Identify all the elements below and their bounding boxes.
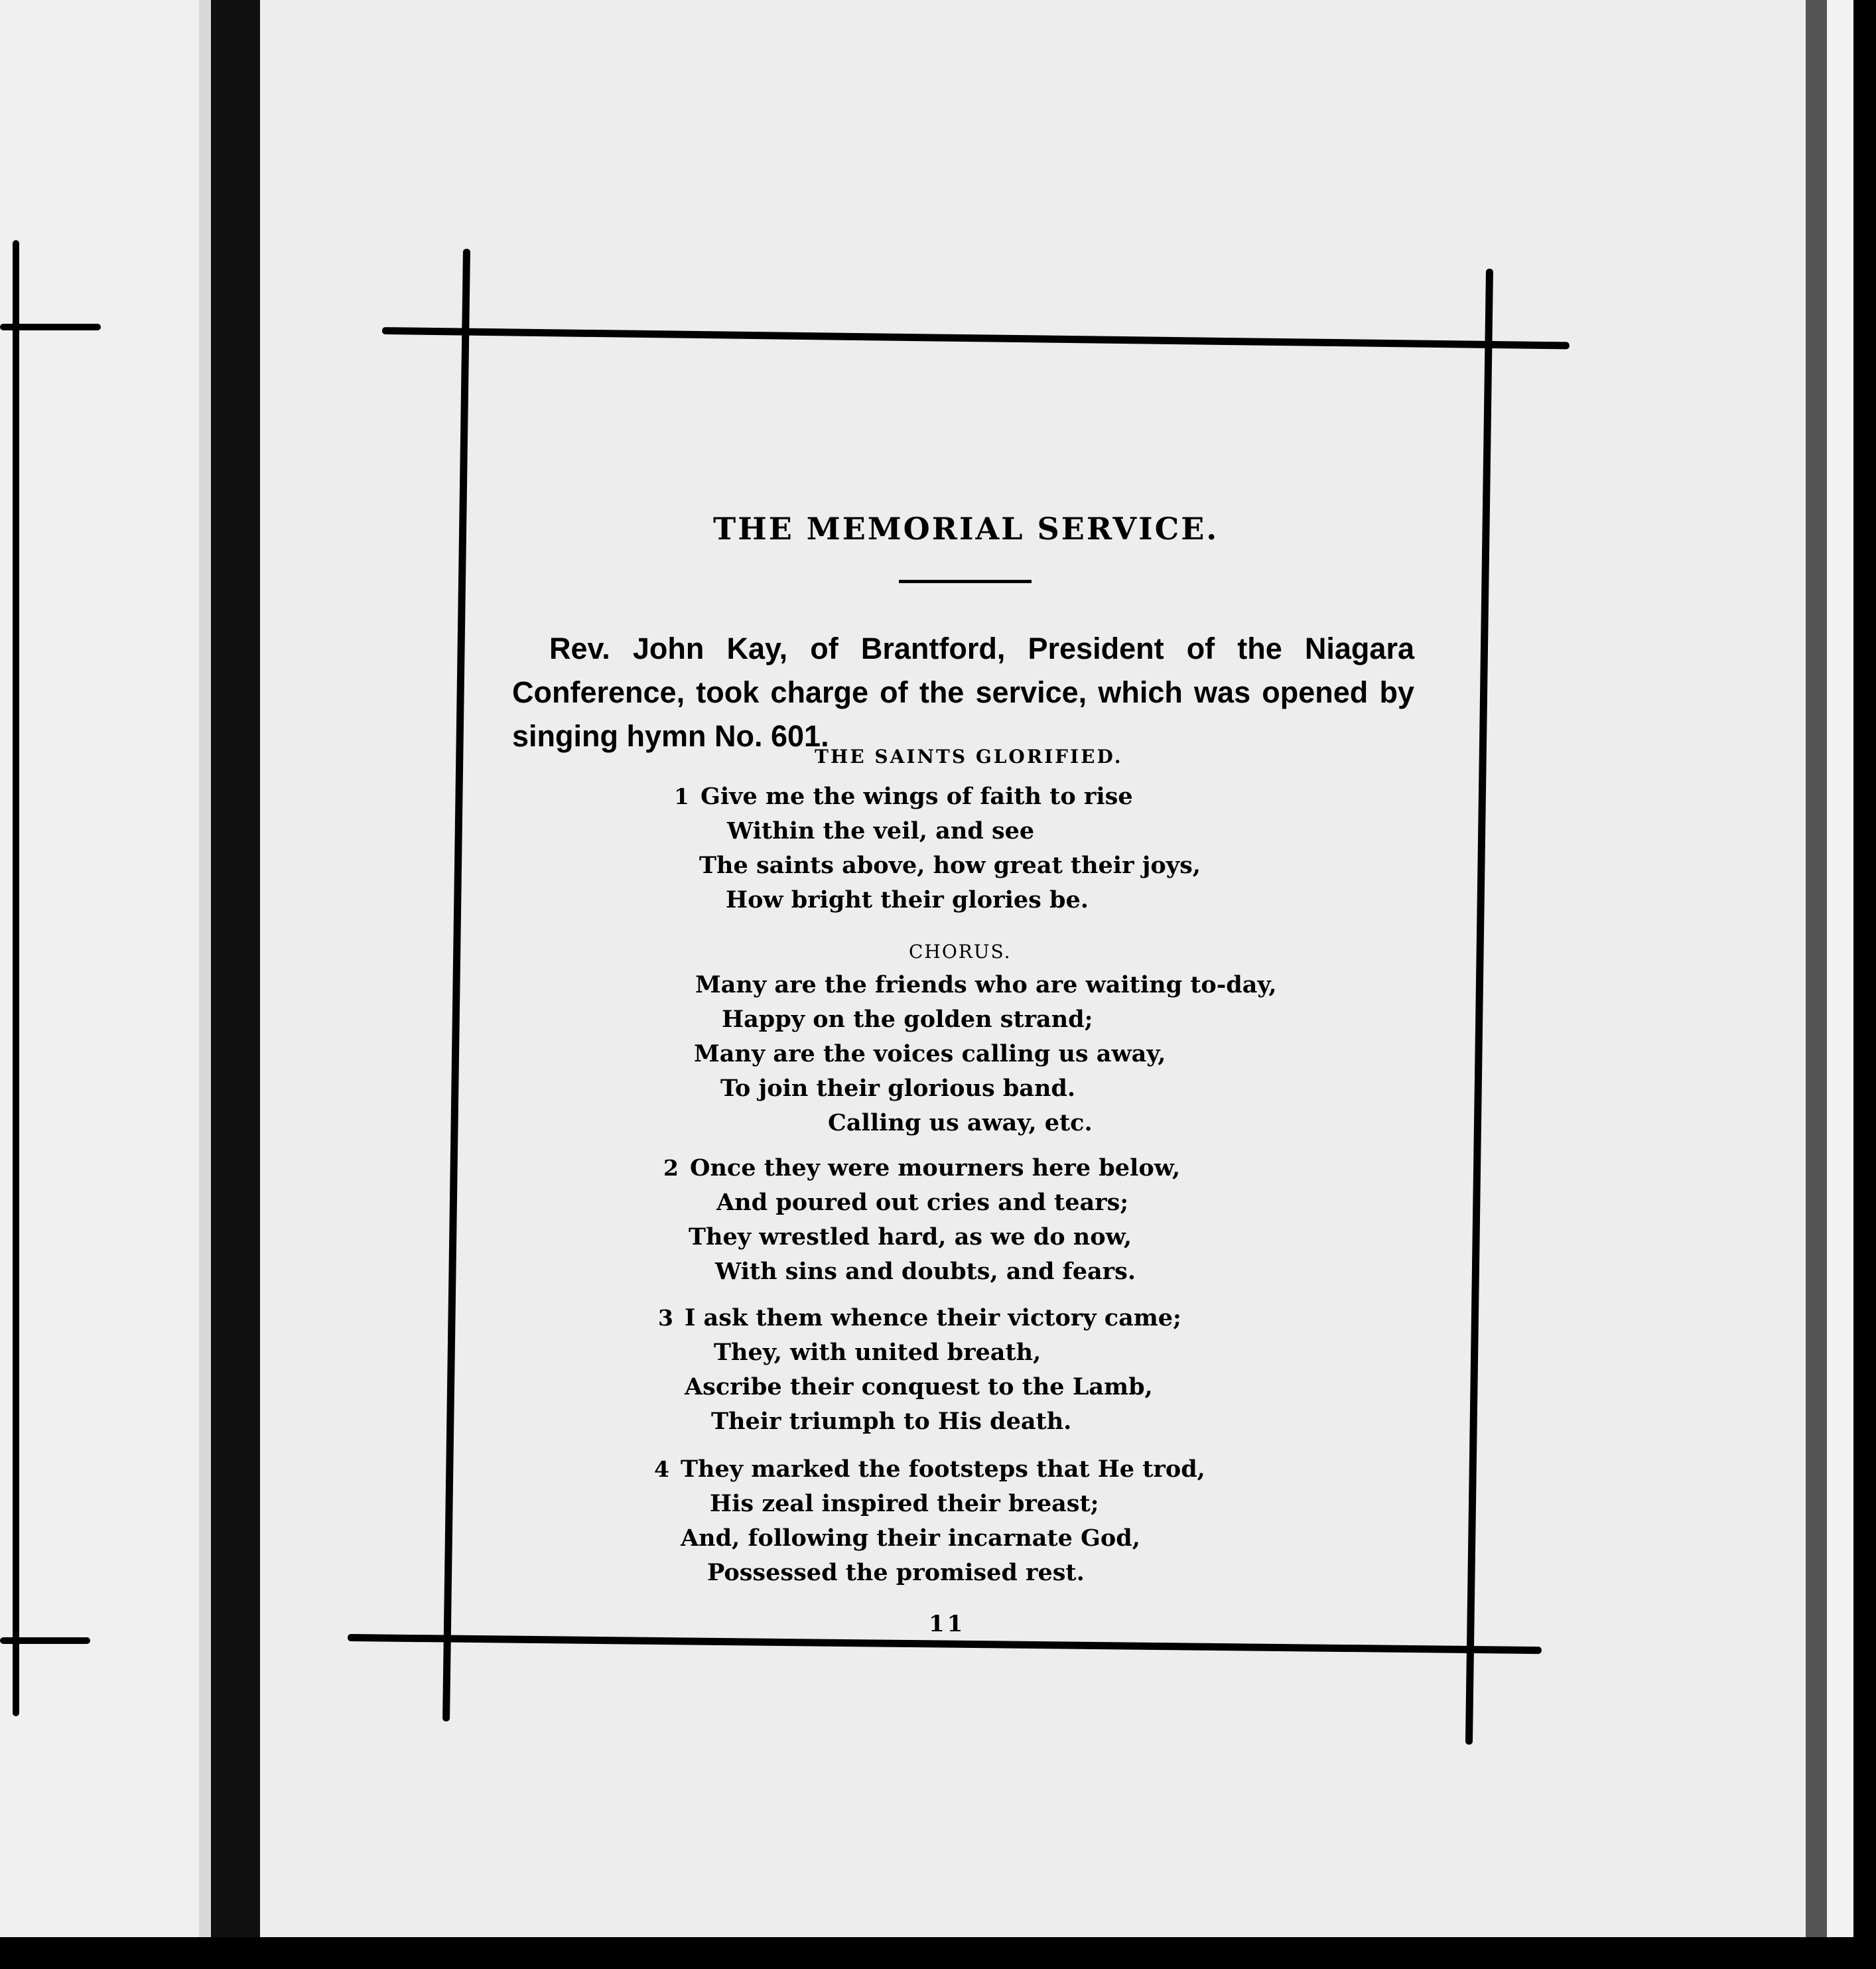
verse-4-line-4: Possessed the promised rest. xyxy=(707,1559,1085,1586)
chorus-line-5: Calling us away, etc. xyxy=(828,1109,1093,1136)
left-page-edge xyxy=(199,0,211,1937)
verse-4-line-2: His zeal inspired their breast; xyxy=(710,1490,1099,1517)
verse-3-line-4: Their triumph to His death. xyxy=(711,1408,1072,1435)
verse-number: 3 xyxy=(658,1305,673,1331)
intro-paragraph xyxy=(512,627,1414,758)
verse-4-line-1: 4 They marked the footsteps that He trod, xyxy=(654,1456,1205,1483)
scan-bottom-border xyxy=(0,1937,1876,1969)
left-page-border-vertical xyxy=(13,240,19,1716)
right-page-edge xyxy=(1806,0,1827,1937)
title-underline-rule xyxy=(899,580,1032,583)
verse-2-line-1: 2 Once they were mourners here below, xyxy=(663,1154,1181,1182)
verse-number: 4 xyxy=(654,1456,669,1482)
verse-3-line-3: Ascribe their conquest to the Lamb, xyxy=(685,1373,1153,1400)
intro-text: Rev. John Kay, of Brantford, President of the Niagara Conference, took charge of the service, which was opened by singing hymn No. 601. xyxy=(512,632,1414,753)
verse-number: 2 xyxy=(663,1155,679,1181)
verse-2-line-2: And poured out cries and tears; xyxy=(716,1189,1129,1216)
verse-1-line-3: The saints above, how great their joys, xyxy=(699,852,1201,879)
verse-1-line-4: How bright their glories be. xyxy=(726,886,1089,914)
verse-1-line-1: 1 Give me the wings of faith to rise xyxy=(674,783,1133,810)
chorus-line-3: Many are the voices calling us away, xyxy=(694,1040,1166,1067)
page-title: THE MEMORIAL SERVICE. xyxy=(713,511,1219,547)
verse-number: 1 xyxy=(674,783,689,809)
verse-3-line-1: 3 I ask them whence their victory came; xyxy=(658,1304,1181,1331)
verse-1-line-2: Within the veil, and see xyxy=(727,817,1035,845)
left-page-border-bottom xyxy=(0,1637,90,1644)
right-margin-strip xyxy=(1827,0,1853,1937)
left-page-fragment xyxy=(0,0,211,1937)
page-number: 11 xyxy=(929,1611,966,1637)
chorus-line-4: To join their glorious band. xyxy=(720,1075,1076,1102)
verse-2-line-3: They wrestled hard, as we do now, xyxy=(689,1223,1132,1251)
left-page-border-top xyxy=(0,324,101,330)
verse-2-line-4: With sins and doubts, and fears. xyxy=(715,1258,1136,1285)
verse-4-line-3: And, following their incarnate God, xyxy=(681,1525,1140,1552)
chorus-label: CHORUS. xyxy=(909,941,1012,963)
chorus-line-2: Happy on the golden strand; xyxy=(722,1006,1093,1033)
verse-3-line-2: They, with united breath, xyxy=(714,1339,1041,1366)
book-gutter xyxy=(211,0,260,1937)
chorus-line-1: Many are the friends who are waiting to-day, xyxy=(695,971,1277,998)
hymn-title: THE SAINTS GLORIFIED. xyxy=(815,746,1123,768)
